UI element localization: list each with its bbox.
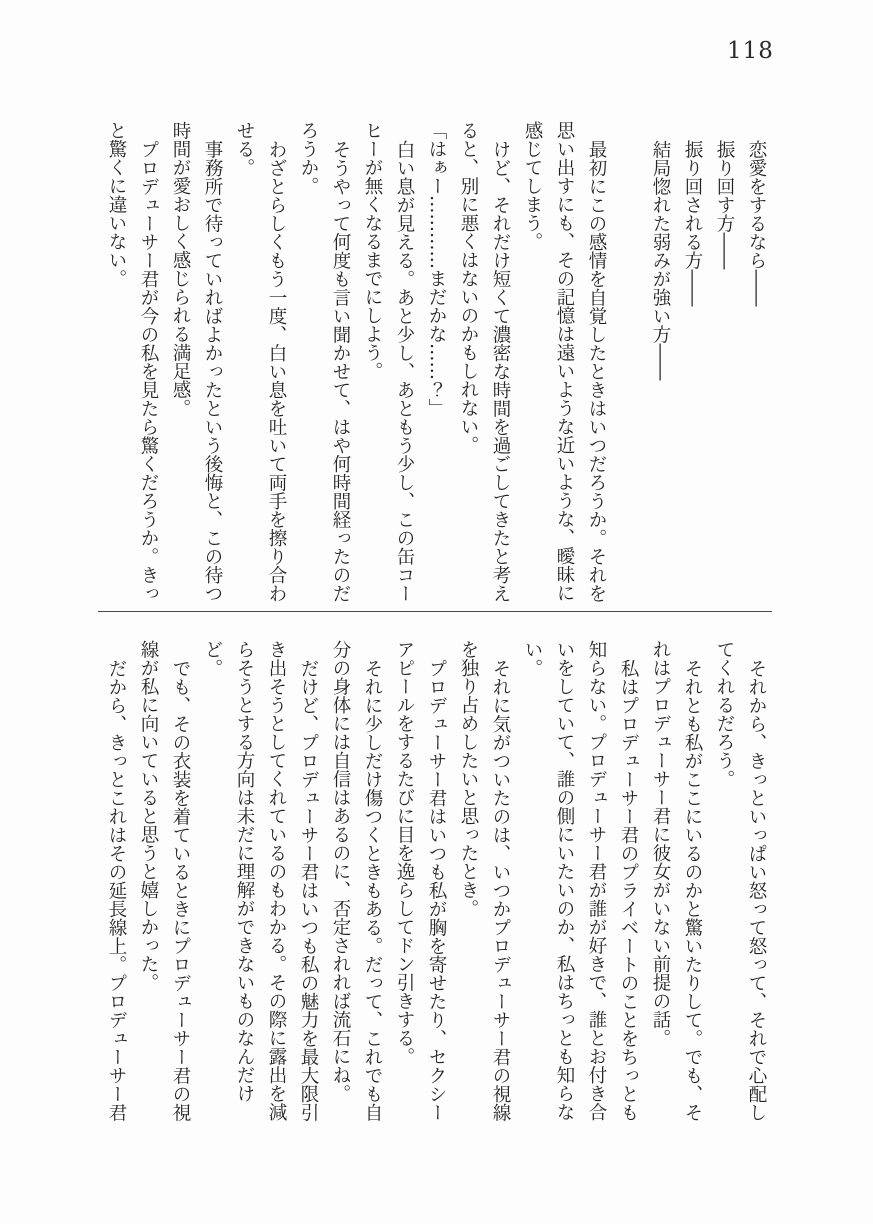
text-line: 最初にこの感情を自覚したときはいつだろうか。それを [586,139,607,602]
text-line: 線が私に向いていると思うと嬉しかった。 [138,640,159,992]
page-number: 118 [727,38,774,64]
text-line: それとも私がここにいるのかと驚いたりして。でも、そ [682,658,703,1121]
text-line: 私はプロデューサー君のプライベートのことをちっとも [618,658,639,1121]
text-line: いをしていて、誰の側にいたいのか、私はちっとも知らな [554,640,575,1121]
text-line: ど。 [202,640,223,677]
text-line: ヒーが無くなるまでにしよう。 [362,121,383,380]
text-line: 振り回される方―― [682,139,703,306]
section-divider [98,611,772,612]
text-line: プロデューサー君はいつも私が胸を寄せたり、セクシー [426,658,447,1121]
text-line: だけど、プロデューサー君はいつも私の魅力を最大限引 [298,658,319,1121]
text-line: 時間が愛おしく感じられる満足感。 [170,121,191,417]
text-line: そうやって何度も言い聞かせて、はや何時間経ったのだ [330,139,351,602]
text-line: れはプロデューサー君に彼女がいない前提の話。 [650,640,671,1047]
text-line: けど、それだけ短くて濃密な時間を過ごしてきたと考え [490,139,511,602]
text-line: 知らない。プロデューサー君が誰が好きで、誰とお付き合 [586,640,607,1121]
text-line: と驚くに違いない。 [106,121,127,288]
text-line: 結局惚れた弱みが強い方―― [650,139,671,380]
text-line: それに気がついたのは、いつかプロデューサー君の視線 [490,658,511,1121]
text-line: わざとらしくもう一度、白い息を吐いて両手を擦り合わ [266,139,287,602]
text-line: 「はぁー…………まだかな……？」 [426,121,447,417]
text-line: い。 [522,640,543,677]
blank-line [612,121,644,621]
text-line: 事務所で待っていればよかったという後悔と、この待つ [202,139,223,602]
lower-text-block [98,640,772,1140]
text-line: てくれるだろう。 [714,640,735,788]
upper-text-block [98,121,772,621]
text-line: それに少しだけ傷つくときもある。だって、これでも自 [362,658,383,1121]
text-line: それから、きっといっぱい怒って怒って、それで心配し [746,658,767,1121]
text-line: き出そうとしてくれているのもわかる。その際に露出を減 [266,640,287,1121]
text-line: 思い出すにも、その記憶は遠いような近いような、曖昧に [554,121,575,602]
text-line: ろうか。 [298,121,319,195]
text-line: でも、その衣装を着ているときにプロデューサー君の視 [170,658,191,1121]
text-line: せる。 [234,121,255,177]
text-line: アピールをするたびに目を逸らしてドン引きする。 [394,640,415,1066]
text-line: だから、きっとこれはその延長線上。プロデューサー君 [106,658,127,1121]
text-line: プロデューサー君が今の私を見たら驚くだろうか。きっ [138,139,159,602]
text-line: 振り回す方―― [714,139,735,269]
text-line: 感じてしまう。 [522,121,543,251]
text-line: 白い息が見える。あと少し、あともう少し、この缶コー [394,139,415,602]
text-line: らそうとする方向は未だに理解ができないものなんだけ [234,640,255,1103]
text-line: を独り占めしたいと思ったとき。 [458,640,479,918]
text-line: ると、別に悪くはないのかもしれない。 [458,121,479,454]
text-line: 恋愛をするなら―― [746,139,767,306]
text-line: 分の身体には自信はあるのに、否定されれば流石にね。 [330,640,351,1103]
